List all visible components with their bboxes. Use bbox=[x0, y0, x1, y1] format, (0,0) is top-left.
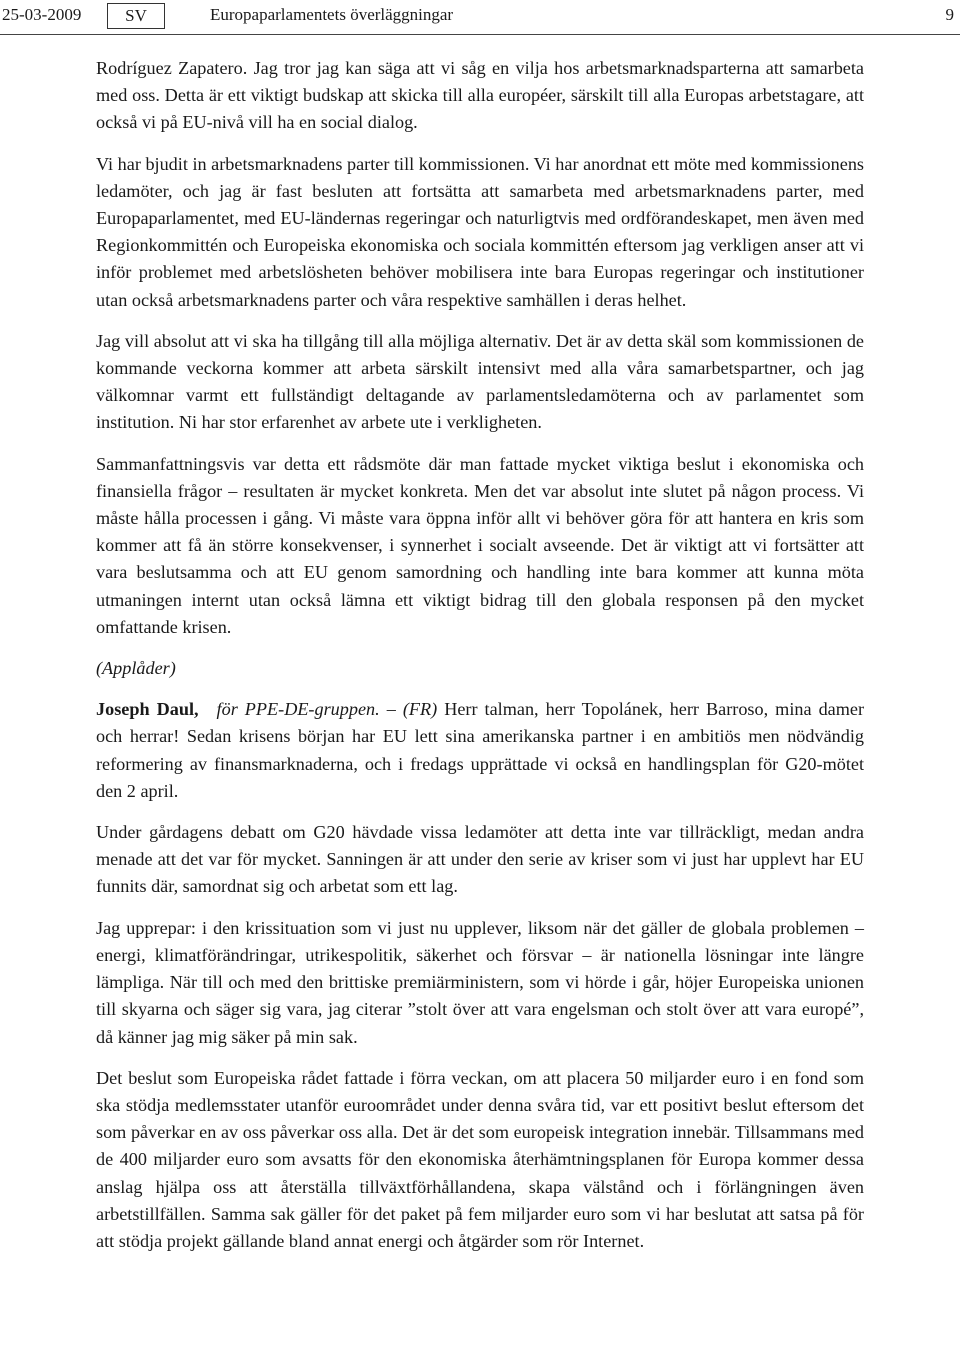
paragraph: Jag vill absolut att vi ska ha tillgång till alla möjliga alternativ. Det är av detta skäl som kommissionen de kommande veckorna kommer att arbeta särskilt intensivt med alla våra samarbetspartner, och jag välkomnar varmt ett fullständigt deltagande av parlamentsledamöterna och av parlamentet som institution. Ni har stor erfarenhet av arbete ute i verkligheten. bbox=[96, 330, 864, 433]
page-number: 9 bbox=[945, 5, 954, 24]
paragraph: Jag upprepar: i den krissituation som vi just nu upplever, liksom när det gäller de globala problemen – energi, klimatförändringar, utrikespolitik, säkerhet och försvar – är nationella lösningar inte längre lämpliga. När till och med den brittiske premiärministern, som vi hörde i går, höjer Europeiska unionen till skyarna och säger sig vara, jag citerar ”stolt över att vara engelsman och stolt över att vara europé”, då känner jag mig säker på min sak. bbox=[96, 917, 864, 1047]
speaker-paragraph bbox=[96, 696, 864, 805]
header-title: Europaparlamentets överläggningar bbox=[210, 5, 454, 24]
document-body bbox=[96, 55, 864, 1269]
header-date: 25-03-2009 bbox=[2, 5, 82, 24]
paragraph: Under gårdagens debatt om G20 hävdade vissa ledamöter att detta inte var tillräckligt, medan andra menade att det var för mycket. Sanningen är att under den serie av kriser som vi just har upplevt har EU funnits där, samordnat sig och arbetat som ett lag. bbox=[96, 822, 864, 897]
paragraph: Sammanfattningsvis var detta ett rådsmöte där man fattade mycket viktiga beslut i ekonomiska och finansiella frågor – resultaten är mycket konkreta. Men det var absolut inte slutet på någon process. Vi måste hålla processen i gång. Vi måste vara öppna inför allt vi behöver göra för att hantera en kris som kommer att få än större konsekvenser, i synnerhet i socialt avseende. Det är viktigt att vi fortsätter att vara beslutsamma och att EU genom samordning och handling inte bara kommer att kunna möta utmaningen internt utan också lämna ett viktigt bidrag till den globala responsen på den mycket omfattande krisen. bbox=[96, 453, 864, 637]
speaker-text: Herr talman, herr Topolánek, herr Barroso, mina damer och herrar! Sedan krisens början har EU lett sina amerikanska partner i en ambitiös men nödvändig reformering av finansmarknaderna, och i fredags upprättade vi också en handlingsplan för G20-mötet den 2 april. bbox=[96, 699, 865, 801]
paragraph: Vi har bjudit in arbetsmarknadens parter till kommissionen. Vi har anordnat ett möte med kommissionens ledamöter, och jag är fast besluten att fortsätta att samarbeta med arbetsmarknadens parter, med Europaparlamentet, med EU-ländernas regeringar och naturligtvis med ordförandeskapet, men även med Regionkommittén och Europeiska ekonomiska och sociala kommittén eftersom jag verkligen anser att vi inför problemet med arbetslösheten behöver mobilisera inte bara Europas regeringar och institutioner utan också arbetsmarknadens parter och våra respektive samhällen i deras helhet. bbox=[96, 153, 864, 310]
paragraph: Rodríguez Zapatero. Jag tror jag kan säga att vi såg en vilja hos arbetsmarknadsparterna att samarbeta med oss. Detta är ett viktigt budskap att skicka till alla européer, särskilt till alla Europas arbetstagare, att också vi på EU-nivå vill ha en social dialog. bbox=[96, 58, 864, 133]
language-badge: SV bbox=[107, 3, 165, 29]
page-header bbox=[0, 0, 960, 35]
speaker-name: Joseph Daul, bbox=[96, 699, 199, 720]
speaker-affiliation: för PPE-DE-gruppen. – (FR) bbox=[216, 699, 438, 720]
paragraph: Det beslut som Europeiska rådet fattade i förra veckan, om att placera 50 miljarder euro i en fond som ska stödja medlemsstater utanför euroområdet under denna svåra tid, var ett positivt beslut eftersom det som påverkar en av oss påverkar oss alla. Det är det som europeisk integration innebär. Tillsammans med de 400 miljarder euro som avsatts för den ekonomiska återhämtningsplanen för Europa kommer dessa anslag hjälpa oss att återställa tillväxtförhållandena, skapa välstånd och i förlängningen även arbetstillfällen. Samma sak gäller för det paket på fem miljarder euro som vi har beslutat att satsa på för att stödja projekt gällande bland annat energi och åtgärder som rör Internet. bbox=[96, 1067, 864, 1251]
applause-note: (Applåder) bbox=[96, 658, 176, 679]
